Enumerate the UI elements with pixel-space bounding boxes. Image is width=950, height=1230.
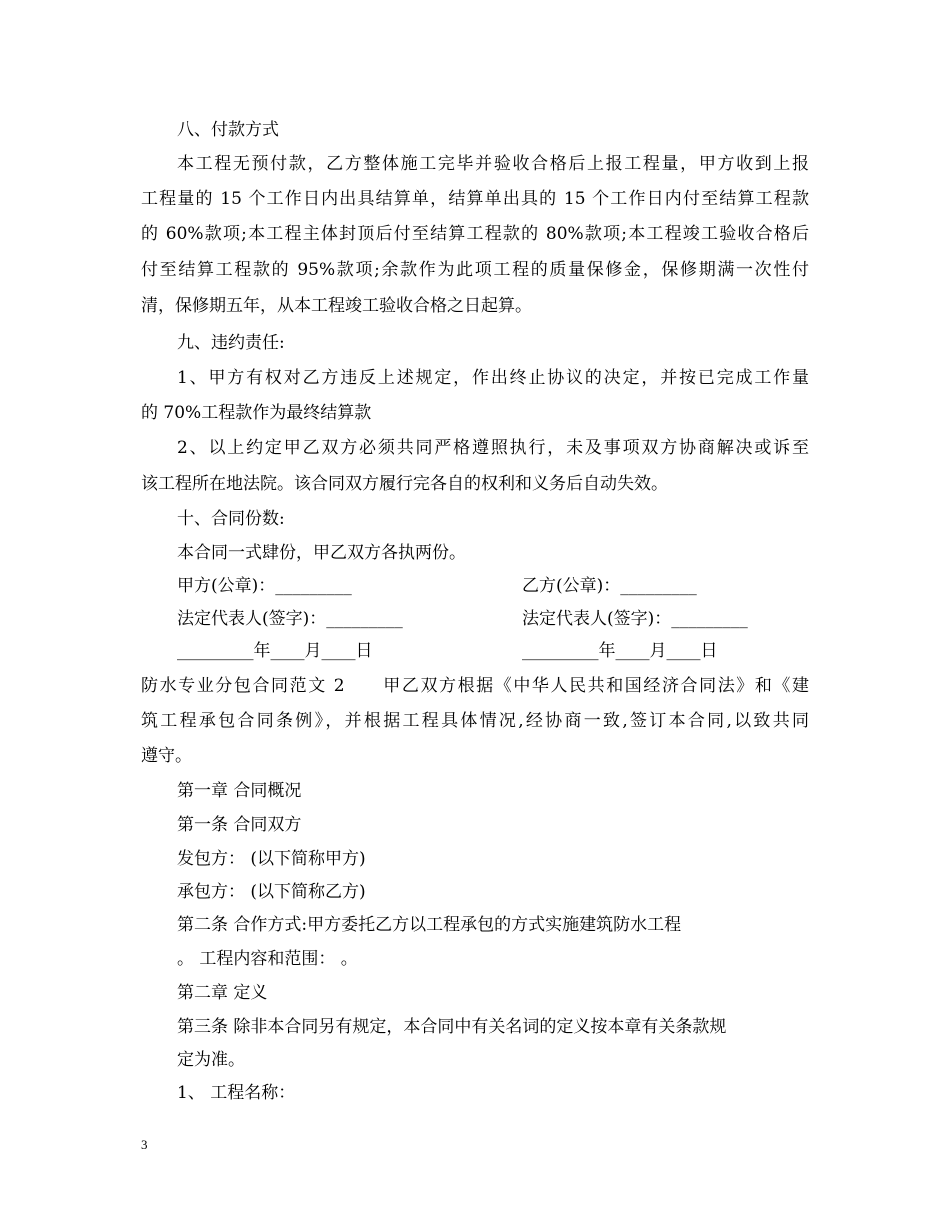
- sample-2-line-3: 遵守。: [141, 746, 192, 766]
- section-8-line-2: 工程量的 15 个工作日内出具结算单，结算单出具的 15 个工作日内付至结算工程款: [141, 189, 809, 209]
- party-a-date: _________年____月____日: [177, 641, 373, 661]
- article-3-line-1: 第三条 除非本合同另有规定，本合同中有关名词的定义按本章有关条款规: [177, 1017, 727, 1037]
- section-9-line-3: 2、以上约定甲乙双方必须共同严格遵照执行，未及事项双方协商解决或诉至: [177, 438, 809, 458]
- party-a-seal: 甲方(公章)：_________: [177, 576, 352, 596]
- contractor-line: 承包方： (以下简称乙方): [177, 882, 366, 902]
- page-number: 3: [141, 1137, 148, 1152]
- section-8-line-5: 清，保修期五年，从本工程竣工验收合格之日起算。: [141, 296, 532, 316]
- sample-2-line-1: 防水专业分包合同范文 2 甲乙双方根据《中华人民共和国经济合同法》和《建: [141, 676, 809, 696]
- scope-line: 。 工程内容和范围： 。: [177, 949, 358, 969]
- section-9-line-1: 1、甲方有权对乙方违反上述规定，作出终止协议的决定，并按已完成工作量: [177, 368, 809, 388]
- section-8-heading: 八、付款方式: [177, 120, 279, 140]
- sample-2-line-2: 筑工程承包合同条例》，并根据工程具体情况,经协商一致,签订本合同,以致共同: [141, 711, 809, 731]
- article-2: 第二条 合作方式:甲方委托乙方以工程承包的方式实施建筑防水工程: [177, 915, 682, 935]
- party-b-seal: 乙方(公章)：_________: [522, 576, 697, 596]
- party-b-date: _________年____月____日: [522, 641, 718, 661]
- employer-line: 发包方： (以下简称甲方): [177, 849, 366, 869]
- section-9-heading: 九、违约责任:: [177, 333, 285, 353]
- party-a-representative: 法定代表人(签字)：_________: [177, 609, 403, 629]
- section-10-line-1: 本合同一式肆份，甲乙双方各执两份。: [177, 543, 466, 563]
- item-1-project-name: 1、 工程名称：: [177, 1083, 296, 1103]
- section-8-line-1: 本工程无预付款，乙方整体施工完毕并验收合格后上报工程量，甲方收到上报: [177, 154, 809, 174]
- article-3-line-2: 定为准。: [177, 1050, 245, 1070]
- section-8-line-4: 付至结算工程款的 95%款项;余款作为此项工程的质量保修金，保修期满一次性付: [141, 260, 809, 280]
- section-9-line-2: 的 70%工程款作为最终结算款: [141, 403, 372, 423]
- article-1: 第一条 合同双方: [177, 815, 302, 835]
- section-8-line-3: 的 60%款项;本工程主体封顶后付至结算工程款的 80%款项;本工程竣工验收合格后: [141, 224, 809, 244]
- party-b-representative: 法定代表人(签字)：_________: [522, 609, 748, 629]
- section-10-heading: 十、合同份数:: [177, 509, 285, 529]
- chapter-2-heading: 第二章 定义: [177, 983, 268, 1003]
- chapter-1-heading: 第一章 合同概况: [177, 781, 302, 801]
- section-9-line-4: 该工程所在地法院。该合同双方履行完各自的权利和义务后自动失效。: [141, 474, 668, 494]
